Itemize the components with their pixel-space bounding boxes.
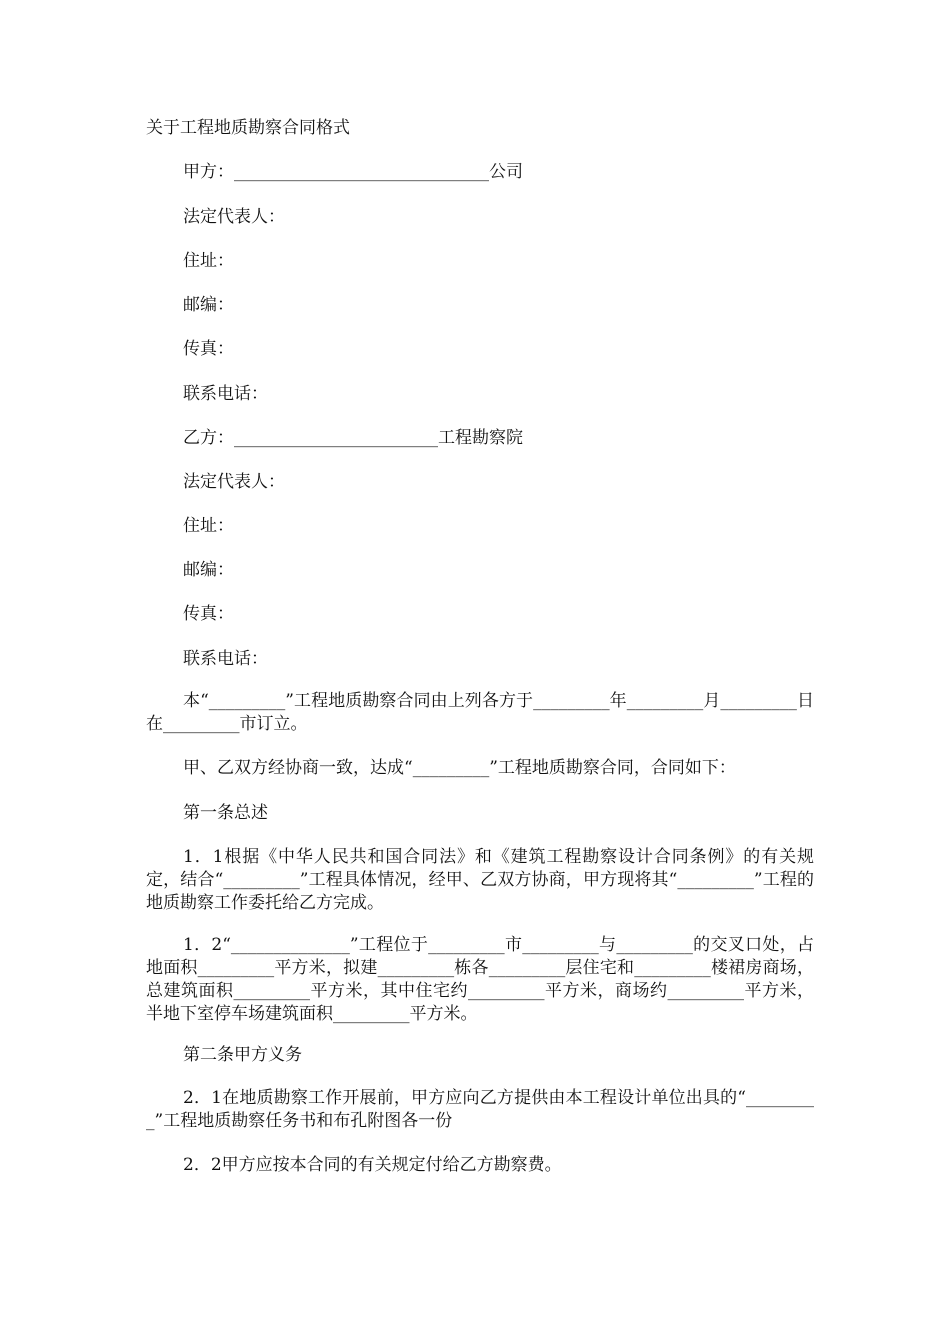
- document-title: 关于工程地质勘察合同格式: [146, 118, 350, 138]
- party-b-phone: 联系电话：: [183, 649, 268, 669]
- clause-1-1: 1．1根据《中华人民共和国合同法》和《建筑工程勘察设计合同条例》的有关规定，结合“_________”工程具体情况，经甲、乙双方协商，甲方现将其“_________”工程的地质勘察工作委托给乙方完成。: [146, 847, 814, 913]
- agreement-paragraph: 甲、乙双方经协商一致，达成“_________”工程地质勘察合同，合同如下：: [183, 758, 736, 778]
- party-a-postcode: 邮编：: [183, 295, 234, 315]
- party-a-name-line: 甲方：______________________________公司: [183, 162, 523, 182]
- party-b-postcode: 邮编：: [183, 560, 234, 580]
- party-a-fax: 传真：: [183, 339, 234, 359]
- party-b-address: 住址：: [183, 516, 234, 536]
- party-a-legal-rep: 法定代表人：: [183, 207, 285, 227]
- article-2-heading: 第二条甲方义务: [183, 1045, 302, 1065]
- clause-2-1: 2．1在地质勘察工作开展前，甲方应向乙方提供由本工程设计单位出具的“_________”工程地质勘察任务书和布孔附图各一份: [146, 1088, 814, 1131]
- article-1-heading: 第一条总述: [183, 803, 268, 823]
- party-a-phone: 联系电话：: [183, 384, 268, 404]
- party-b-fax: 传真：: [183, 604, 234, 624]
- contract-intro-paragraph: 本“_________”工程地质勘察合同由上列各方于_________年_________月_________日在_________市订立。: [146, 691, 814, 734]
- party-a-address: 住址：: [183, 251, 234, 271]
- party-b-legal-rep: 法定代表人：: [183, 472, 285, 492]
- party-b-name-line: 乙方：________________________工程勘察院: [183, 428, 523, 448]
- clause-2-2: 2．2甲方应按本合同的有关规定付给乙方勘察费。: [183, 1155, 562, 1175]
- clause-1-2: 1．2“______________”工程位于_________市_________与_________的交叉口处，占地面积_________平方米，拟建_________栋各_________层住宅和_________楼裙房商场，总建筑面积_________平方米，其中住宅约_________平方米，商场约_________平方米，半地下室停车场建筑面积_________平方米。: [146, 935, 814, 1024]
